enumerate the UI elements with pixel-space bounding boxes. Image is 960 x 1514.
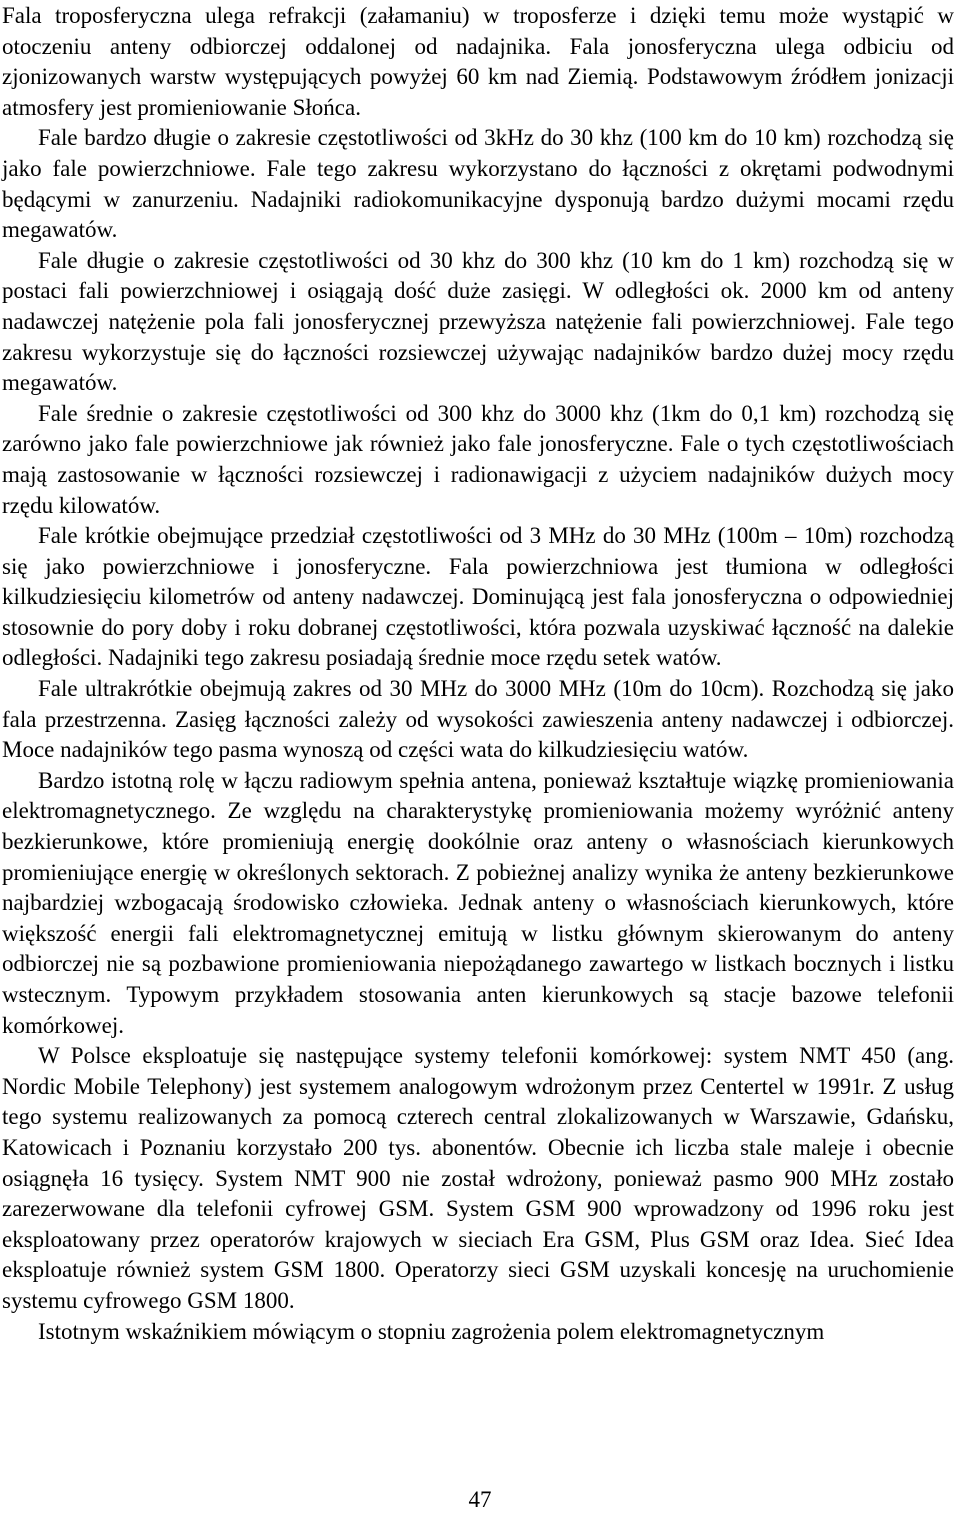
paragraph-ultrashort-waves: Fale ultrakrótkie obejmują zakres od 30 MHz do 3000 MHz (10m do 10cm). Rozchodzą się jako fala przestrzenna. Zasięg łączności zależy od wysokości zawieszenia anteny nadawczej i odbiorczej. Moce nadajników tego pasma wynoszą od części wata do kilkudziesięciu watów.	[2, 676, 954, 763]
paragraph-short-waves: Fale krótkie obejmujące przedział częstotliwości od 3 MHz do 30 MHz (100m – 10m) rozchodzą się jako powierzchniowe i jonosferyczne. Fala powierzchniowa jest tłumiona w odległości kilkudziesięciu kilometrów od anteny nadawczej. Dominującą jest fala jonosferyczna o odpowiedniej stosownie do pory doby i roku dobranej częstotliwości, która pozwala uzyskiwać łączność na dalekie odległości. Nadajniki tego zakresu posiadają średnie moce rzędu setek watów.	[2, 523, 954, 671]
paragraph-mobile-systems-poland: W Polsce eksploatuje się następujące systemy telefonii komórkowej: system NMT 450 (ang. Nordic Mobile Telephony) jest systemem analogowym wdrożonym przez Centertel w 1991r. Z usług tego systemu realizowanych za pomocą czterech central zlokalizowanych w Warszawie, Gdańsku, Katowicach i Poznaniu korzystało 200 tys. abonentów. Obecnie ich liczba stale maleje i obecnie osiągnęła 16 tysięcy. System NMT 900 nie został wdrożony, ponieważ pasmo 900 MHz zostało zarezerwowane dla telefonii cyfrowej GSM. System GSM 900 wprowadzony od 1996 roku jest eksploatowany przez operatorów krajowych w sieciach Era GSM, Plus GSM oraz Idea. Sieć Idea eksploatuje również system GSM 1800. Operatorzy sieci GSM uzyskali koncesję na uruchomienie systemu cyfrowego GSM 1800.	[2, 1043, 954, 1313]
page-number: 47	[468, 1487, 492, 1512]
paragraph-very-long-waves: Fale bardzo długie o zakresie częstotliwości od 3kHz do 30 khz (100 km do 10 km) rozchodzą się jako fale powierzchniowe. Fale tego zakresu wykorzystano do łączności z okrętami podwodnymi będącymi w zanurzeniu. Nadajniki radiokomunikacyjne dysponują bardzo dużymi mocami rzędu megawatów.	[2, 125, 954, 243]
paragraph-antennas: Bardzo istotną rolę w łączu radiowym spełnia antena, ponieważ kształtuje wiązkę promieniowania elektromagnetycznego. Ze względu na charakterystykę promieniowania możemy wyróżnić anteny bezkierunkowe, które promieniują energię dookólnie oraz anteny o własnościach kierunkowych promieniujące energię w określonych sektorach. Z pobieżnej analizy wynika że anteny bezkierunkowe najbardziej wzbogacają środowisko człowieka. Jednak anteny o własnościach kierunkowych, które większość energii fali elektromagnetycznej emitują w listku głównym skierowanym do anteny odbiorczej nie są pozbawione promieniowania niepożądanego zawartego w listkach bocznych i listku wstecznym. Typowym przykładem stosowania anten kierunkowych są stacje bazowe telefonii komórkowej.	[2, 767, 954, 1038]
paragraph-long-waves: Fale długie o zakresie częstotliwości od 30 khz do 300 khz (10 km do 1 km) rozchodzą się w postaci fali powierzchniowej i osiągają dość duże zasięgi. W odległości ok. 2000 km od anteny nadawczej natężenie pola fali jonosferycznej przewyższa natężenie fali powierzchniowej. Fale tego zakresu wykorzystuje się do łączności rozsiewczej używając nadajników bardzo dużej mocy rzędu megawatów.	[2, 247, 954, 396]
paragraph-tropospheric-ionospheric-wave: Fala troposferyczna ulega refrakcji (załamaniu) w troposferze i dzięki temu może wystąpić w otoczeniu anteny odbiorczej oddalonej od nadajnika. Fala jonosferyczna ulega odbiciu od zjonizowanych warstw występujących powyżej 60 km nad Ziemią. Podstawowym źródłem jonizacji atmosfery jest promieniowanie Słońca.	[2, 3, 954, 120]
paragraph-threat-indicator: Istotnym wskaźnikiem mówiącym o stopniu zagrożenia polem elektromagnetycznym	[38, 1318, 825, 1344]
paragraph-medium-waves: Fale średnie o zakresie częstotliwości od 300 khz do 3000 khz (1km do 0,1 km) rozchodzą się zarówno jako fale powierzchniowe jak również jako fale jonosferyczne. Fale o tych częstotliwościach mają zastosowanie w łączności rozsiewczej i radionawigacji z użyciem nadajników dużych mocy rzędu kilowatów.	[2, 400, 954, 518]
